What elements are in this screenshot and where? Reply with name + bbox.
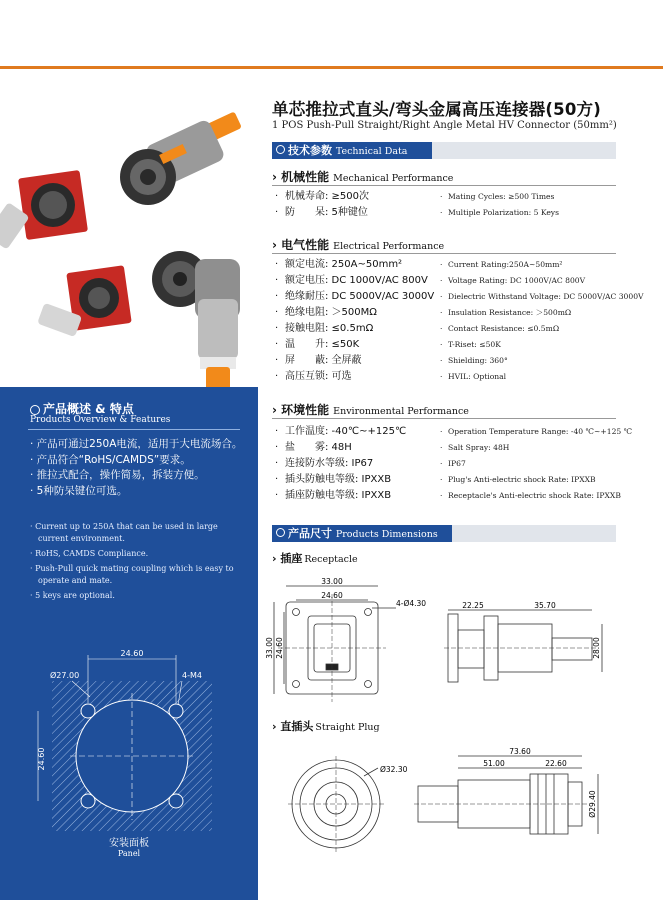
overview-heading-en: Products Overview & Features (30, 415, 171, 425)
environmental-heading-en: Environmental Performance (333, 406, 469, 417)
spec-value-en: Dielectric Withstand Voltage: DC 5000V/AC 3000V (448, 292, 644, 301)
spec-value: 机械寿命: ≥500次 (285, 191, 370, 202)
receptacle-drawing (265, 572, 623, 704)
spec-value: 绝缘耐压: DC 5000V/AC 3000V (285, 291, 435, 302)
mechanical-right: · Mating Cycles: ≥500 Times · Multiple Polarization: 5 Keys (440, 192, 559, 217)
panel-diameter-label: Ø27.00 (50, 671, 80, 680)
electrical-heading-en: Electrical Performance (333, 241, 445, 252)
bar-fill (432, 142, 616, 159)
dimensions-bar-en: Products Dimensions (335, 529, 438, 540)
receptacle-side-h: 28.00 (592, 637, 601, 659)
tech-bar-en: Technical Data (335, 146, 408, 157)
spec-value: 盐 雾: 48H (285, 442, 352, 453)
spec-value: 插座防触电等级: IPXXB (285, 490, 392, 501)
plug-heading-en: Straight Plug (315, 722, 380, 733)
overview-en-item: · 5 keys are optional. (30, 591, 115, 600)
receptacle-inner-w: 24.60 (321, 591, 343, 600)
panel-drawing (30, 645, 230, 835)
spec-value: 插头防触电等级: IPXXB (285, 474, 392, 485)
panel-caption-cn: 安装面板 (109, 838, 149, 849)
spec-value-en: Current Rating:250A~50mm² (448, 260, 563, 269)
top-margin (0, 0, 663, 66)
section-divider (272, 418, 616, 419)
spec-value-en: Salt Spray: 48H (448, 443, 510, 452)
receptacle-inner-h: 24.60 (275, 637, 284, 659)
electrical-heading: › 电气性能 Electrical Performance (272, 238, 445, 252)
overview-en-item: · RoHS, CAMDS Compliance. (30, 549, 149, 558)
tech-data-bar-title (272, 142, 432, 159)
tech-data-bar (272, 142, 616, 159)
overview-cn-item: · 产品符合“RoHS/CAMDS”要求。 (30, 453, 191, 466)
mechanical-left: · 机械寿命: ≥500次 · 防 呆: 5种键位 (275, 191, 370, 218)
plug-drawing (268, 742, 623, 882)
receptacle-heading: › 插座 Receptacle (272, 552, 358, 565)
spec-value-en: T-Riset: ≤50K (448, 340, 501, 349)
spec-value-en: Contact Resistance: ≤0.5mΩ (448, 324, 560, 333)
overview-panel (0, 387, 258, 900)
environmental-heading-cn: 环境性能 (281, 403, 330, 417)
plug-heading-cn: 直插头 (280, 720, 314, 733)
electrical-left: · 额定电流: 250A~50mm² · 额定电压: DC 1000V/AC 800V · 绝缘耐压: DC 5000V/AC 3000V · 绝缘电阻: ＞500MΩ · 接触电阻: ≤0.5mΩ · 温 升: ≤50K · 屏 蔽: 全屏蔽 · 高压互锁: 可选 (275, 259, 435, 382)
mechanical-heading-en: Mechanical Performance (333, 173, 454, 184)
connector-photo-illustration (0, 69, 258, 387)
overview-en-item: · Current up to 250A that can be used in large current environment. (30, 522, 218, 543)
bullet-icon (276, 145, 285, 154)
spec-value: 屏 蔽: 全屏蔽 (285, 355, 362, 366)
spec-value: 额定电流: 250A~50mm² (285, 259, 403, 270)
spec-value-en: Mating Cycles: ≥500 Times (448, 192, 555, 201)
plug-height: Ø29.40 (588, 790, 597, 818)
plug-total: 73.60 (509, 747, 531, 756)
spec-value-en: Insulation Resistance: ＞500mΩ (448, 308, 572, 317)
receptacle-outer-w: 33.00 (321, 577, 343, 586)
spec-value: 绝缘电阻: ＞500MΩ (285, 307, 377, 318)
mechanical-heading-cn: 机械性能 (281, 170, 330, 184)
spec-value-en: IP67 (448, 459, 466, 468)
overview-cn-list (30, 437, 245, 499)
spec-value-en: Shielding: 360° (448, 356, 508, 365)
section-divider (272, 185, 616, 186)
spec-value: 额定电压: DC 1000V/AC 800V (285, 275, 428, 286)
spec-value: 温 升: ≤50K (285, 339, 360, 350)
dimensions-bar-title (272, 525, 452, 542)
environmental-right: · Operation Temperature Range: -40 ℃~+125 ℃ · Salt Spray: 48H · IP67 · Plug's Anti-electric shock Rate: IPXXB · Receptacle's Anti-electric shock Rate: IPXXB (440, 427, 633, 500)
spec-value: 高压互锁: 可选 (285, 371, 352, 382)
spec-value-en: Plug's Anti-electric shock Rate: IPXXB (448, 475, 596, 484)
spec-value-en: Multiple Polarization: 5 Keys (448, 208, 559, 217)
receptacle-heading-cn: 插座 (280, 552, 303, 565)
receptacle-side-b: 35.70 (534, 601, 556, 610)
receptacle-outer-h: 33.00 (265, 637, 274, 659)
panel-height-label: 24.60 (37, 747, 46, 771)
dimensions-bar (272, 525, 616, 542)
panel-width-label: 24.60 (120, 649, 144, 658)
spec-value-en: HVIL: Optional (448, 372, 507, 381)
spec-value: 接触电阻: ≤0.5mΩ (285, 323, 374, 334)
environmental-heading: › 环境性能 Environmental Performance (272, 403, 469, 417)
spec-value-en: Voltage Rating: DC 1000V/AC 800V (448, 276, 586, 285)
section-divider (272, 253, 616, 254)
bar-fill (452, 525, 616, 542)
spec-value: 连接防水等级: IP67 (285, 458, 374, 469)
spec-value-en: Operation Temperature Range: -40 ℃~+125 ℃ (448, 427, 633, 436)
overview-cn-item: · 产品可通过250A电流，适用于大电流场合。 (30, 438, 243, 450)
plug-heading: › 直插头 Straight Plug (272, 720, 380, 733)
panel-caption-en: Panel (117, 849, 141, 858)
electrical-right: · Current Rating:250A~50mm² · Voltage Rating: DC 1000V/AC 800V · Dielectric Withstand Voltage: DC 5000V/AC 3000V · Insulation Resistance: ＞500mΩ · Contact Resistance: ≤0.5mΩ · T-Riset: ≤50K · Shielding: 360° · HVIL: Optional (440, 260, 644, 381)
receptacle-side-a: 22.25 (462, 601, 484, 610)
overview-cn-item: · 推拉式配合，操作简易，拆装方便。 (30, 469, 205, 481)
dimensions-bar-cn: 产品尺寸 (288, 527, 332, 540)
receptacle-heading-en: Receptacle (304, 554, 358, 565)
product-photo (0, 69, 258, 387)
spec-value-en: Receptacle's Anti-electric shock Rate: IPXXB (448, 491, 621, 500)
environmental-left: · 工作温度: -40℃~+125℃ · 盐 雾: 48H · 连接防水等级: IP67 · 插头防触电等级: IPXXB · 插座防触电等级: IPXXB (275, 426, 407, 501)
overview-en-list (30, 521, 245, 605)
panel-holes-label: 4-M4 (182, 671, 202, 680)
spec-value: 防 呆: 5种键位 (285, 207, 368, 218)
plug-diameter: Ø32.30 (380, 765, 408, 774)
page-title-cn: 单芯推拉式直头/弯头金属高压连接器(50方) (272, 100, 601, 119)
tech-bar-cn: 技术参数 (288, 144, 332, 157)
overview-divider (28, 429, 240, 430)
bullet-icon (276, 528, 285, 537)
overview-heading-cn: 产品概述 & 特点 (43, 402, 134, 416)
mechanical-heading: › 机械性能 Mechanical Performance (272, 170, 454, 184)
plug-part-a: 51.00 (483, 759, 505, 768)
page-title-en: 1 POS Push-Pull Straight/Right Angle Metal HV Connector (50mm²) (272, 120, 617, 131)
overview-en-item: · Push-Pull quick mating coupling which is easy to operate and mate. (30, 564, 234, 585)
spec-value: 工作温度: -40℃~+125℃ (285, 426, 407, 437)
receptacle-holes: 4-Ø4.30 (396, 599, 427, 608)
electrical-heading-cn: 电气性能 (281, 238, 330, 252)
plug-part-b: 22.60 (545, 759, 567, 768)
overview-cn-item: · 5种防呆键位可选。 (30, 484, 128, 497)
bullet-icon (30, 405, 40, 415)
